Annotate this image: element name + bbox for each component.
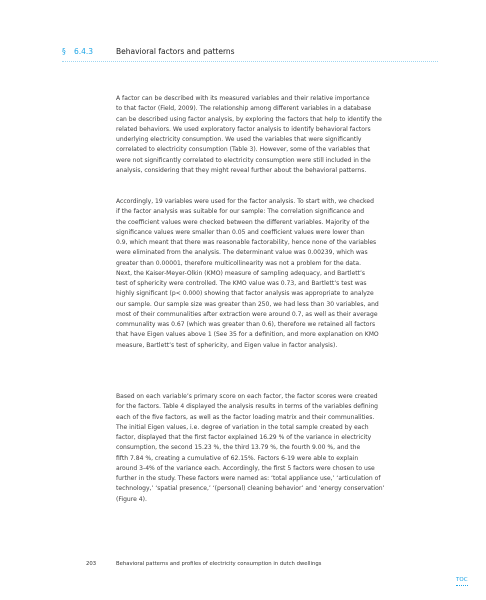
text-line: significance values were smaller than 0.05 and coefficient values were lower than: [116, 228, 365, 236]
page-footer: [86, 561, 321, 567]
text-line: for the factors. Table 4 displayed the analysis results in terms of the variables defining: [116, 403, 378, 411]
text-line: further in the study. These factors were named as: ‘total appliance use,’ ‘articulation of: [116, 475, 381, 482]
text-line: to that factor (Field, 2009). The relationship among different variables in a database: [116, 105, 372, 113]
text-line: can be described using factor analysis, by exploring the factors that help to identify the: [116, 115, 382, 123]
text-line: correlated to electricity consumption (Table 3). However, some of the variables that: [116, 146, 370, 154]
text-line: were not significantly correlated to electricity consumption were still included in the: [116, 156, 371, 164]
section-sign: §: [62, 47, 66, 56]
text-line: communality was 0.67 (which was greater than 0.6), therefore we retained all factors: [116, 321, 376, 328]
text-line: were eliminated from the analysis. The determinant value was 0.00239, which was: [116, 249, 368, 257]
text-line: that have Eigen values above 1 (See 35 for a definition, and more explanation on KMO: [116, 331, 379, 339]
text-line: The initial Eigen values, i.e. degree of variation in the total sample created by each: [116, 423, 369, 431]
text-line: test of sphericity were controlled. The KMO value was 0.73, and Bartlett’s test was: [116, 280, 367, 287]
paragraph-3: [116, 392, 438, 505]
text-line: around 3-4% of the variance each. Accordingly, the first 5 factors were chosen to use: [116, 464, 375, 472]
text-line: if the factor analysis was suitable for our sample: The correlation significance and: [116, 208, 365, 216]
text-line: each of the five factors, as well as the factor loading matrix and their communalities.: [116, 413, 375, 421]
toc-link[interactable]: TOC: [456, 577, 468, 586]
text-line: technology,’ ‘spatial presence,’ ‘(personal) cleaning behavior’ and ‘energy conservation’: [116, 485, 385, 493]
text-line: Next, the Kaiser-Meyer-Olkin (KMO) measure of sampling adequacy, and Bartlett’s: [116, 269, 366, 277]
section-number: 6.4.3: [74, 47, 94, 56]
text-line: most of their communalities after extraction were around 0.7, as well as their average: [116, 310, 378, 318]
section-title: Behavioral factors and patterns: [116, 47, 235, 56]
text-line: fifth 7.84 %, creating a cumulative of 62.15%. Factors 6-19 were able to explain: [116, 454, 359, 462]
text-line: greater than 0.00001, therefore multicollinearity was not a problem for the data.: [116, 259, 362, 267]
text-line: Accordingly, 19 variables were used for the factor analysis. To start with, we checked: [116, 198, 374, 205]
text-line: A factor can be described with its measured variables and their relative importance: [116, 95, 370, 102]
text-line: (Figure 4).: [116, 495, 147, 503]
heading-divider: [62, 61, 438, 62]
text-line: Based on each variable’s primary score on each factor, the factor scores were created: [116, 393, 378, 400]
running-title: Behavioral patterns and profiles of electricity consumption in dutch dwellings: [116, 561, 322, 567]
text-line: consumption, the second 15.23 %, the third 13.79 %, the fourth 9.00 %, and the: [116, 444, 361, 452]
page-number: 203: [86, 561, 97, 567]
paragraph-2: [116, 197, 438, 351]
text-line: our sample. Our sample size was greater than 250, we had less than 30 variables, and: [116, 300, 379, 308]
section-heading: [62, 47, 235, 56]
text-line: the coefficient values were checked between the different variables. Majority of the: [116, 218, 370, 226]
text-line: factor, displayed that the first factor explained 16.29 % of the variance in electricity: [116, 434, 372, 441]
text-line: highly significant (p< 0.000) showing that factor analysis was appropriate to analyze: [116, 290, 374, 298]
text-line: 0.9, which meant that there was reasonable factorability, hence none of the variables: [116, 239, 377, 246]
text-line: measure, Bartlett’s test of sphericity, and Eigen value in factor analysis).: [116, 341, 338, 349]
text-line: underlying electricity consumption. We used the variables that were significantly: [116, 136, 362, 143]
text-line: analysis, considering that they might reveal further about the behavioral patterns.: [116, 166, 367, 174]
text-line: related behaviors. We used exploratory factor analysis to identify behavioral factors: [116, 125, 371, 133]
paragraph-1: [116, 94, 438, 176]
